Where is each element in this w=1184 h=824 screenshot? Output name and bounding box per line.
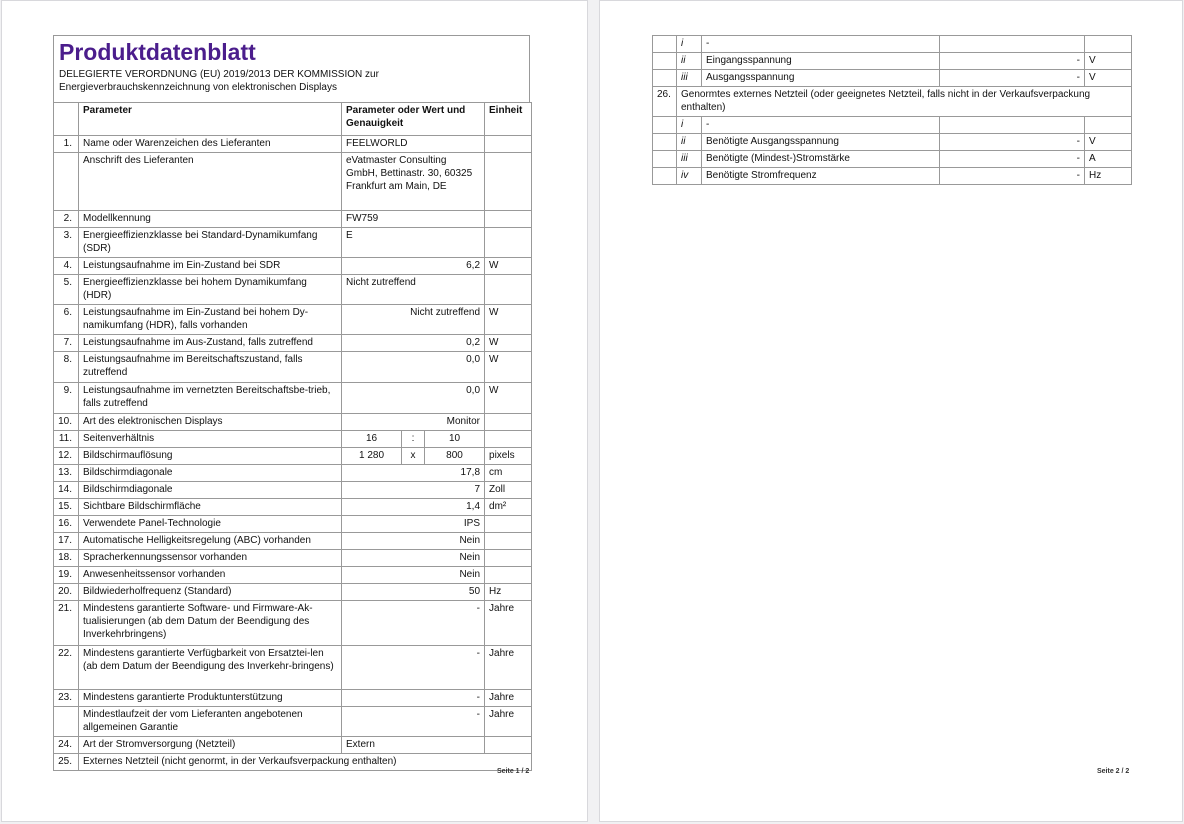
row-unit [485, 275, 532, 305]
row-value: - [940, 151, 1085, 168]
table-row [54, 258, 532, 275]
table-row [54, 499, 532, 516]
datasheet-header [53, 35, 530, 102]
row-number [653, 134, 677, 151]
row-unit: Hz [485, 584, 532, 601]
row-value: 0,0 [342, 383, 485, 414]
row-value: - [342, 707, 485, 737]
table-row [54, 275, 532, 305]
row-number: 14. [54, 482, 79, 499]
row-number [54, 153, 79, 211]
row-unit: A [1085, 151, 1132, 168]
row-value: 0,0 [342, 352, 485, 383]
row-value: E [342, 228, 485, 258]
row-unit [485, 431, 532, 448]
row-value: IPS [342, 516, 485, 533]
row-parameter: Seitenverhältnis [79, 431, 342, 448]
row-value: - [342, 601, 485, 646]
row-subindex: iv [677, 168, 702, 185]
row-number: 15. [54, 499, 79, 516]
row-parameter: Name oder Warenzeichen des Lieferanten [79, 136, 342, 153]
row-parameter: Anwesenheitssensor vorhanden [79, 567, 342, 584]
row-number: 10. [54, 414, 79, 431]
row-value: 0,2 [342, 335, 485, 352]
row-value: Nicht zutreffend [342, 305, 485, 335]
table-row [54, 211, 532, 228]
row-unit: W [485, 258, 532, 275]
row-value [940, 117, 1085, 134]
table-row [54, 646, 532, 690]
row-parameter: Art der Stromversorgung (Netzteil) [79, 737, 342, 754]
page-footer-1: Seite 1 / 2 [497, 768, 530, 775]
page-footer-2: Seite 2 / 2 [1097, 768, 1130, 775]
row-unit: Zoll [485, 482, 532, 499]
row-unit: cm [485, 465, 532, 482]
row-value: 50 [342, 584, 485, 601]
row-parameter: Art des elektronischen Displays [79, 414, 342, 431]
row-parameter: Bildschirmdiagonale [79, 482, 342, 499]
row-parameter: Mindestens garantierte Produktunterstützung [79, 690, 342, 707]
row-number: 4. [54, 258, 79, 275]
row-value: 7 [342, 482, 485, 499]
table-row [54, 754, 532, 771]
table-row [54, 228, 532, 258]
row-value: 17,8 [342, 465, 485, 482]
row-unit [485, 737, 532, 754]
row-parameter: Externes Netzteil (nicht genormt, in der Verkaufsverpackung enthalten) [79, 754, 532, 771]
row-subindex: ii [677, 134, 702, 151]
regulation-subtitle: DELEGIERTE VERORDNUNG (EU) 2019/2013 DER KOMMISSION zur Energieverbrauchskennzeichnung von elektronischen Displays [59, 69, 379, 93]
table-row [54, 352, 532, 383]
row-parameter: Leistungsaufnahme im Ein-Zustand bei hohem Dy-namikumfang (HDR), falls vorhanden [79, 305, 342, 335]
table-row [54, 136, 532, 153]
row-parameter: Verwendete Panel-Technologie [79, 516, 342, 533]
row-unit [485, 567, 532, 584]
row-unit: Jahre [485, 707, 532, 737]
table-row [54, 431, 532, 448]
table-row [653, 168, 1132, 185]
row-value-separator: : [402, 431, 425, 448]
row-parameter: Benötigte Stromfrequenz [702, 168, 940, 185]
row-number: 9. [54, 383, 79, 414]
row-unit: W [485, 335, 532, 352]
table-row [54, 533, 532, 550]
row-value-first: 16 [342, 431, 402, 448]
row-value: - [940, 168, 1085, 185]
row-number [54, 707, 79, 737]
row-value: Extern [342, 737, 485, 754]
header-parameter: Parameter [79, 103, 342, 136]
row-parameter: Anschrift des Lieferanten [79, 153, 342, 211]
row-value: eVatmaster Consulting GmbH, Bettinastr. 30, 60325 Frankfurt am Main, DE [342, 153, 485, 211]
row-subindex: ii [677, 53, 702, 70]
row-number: 2. [54, 211, 79, 228]
row-parameter: Mindestens garantierte Verfügbarkeit von Ersatztei-len (ab dem Datum der Beendigung des Inverkehr-bringens) [79, 646, 342, 690]
row-unit: W [485, 305, 532, 335]
table-row [54, 584, 532, 601]
table-row [54, 707, 532, 737]
table-row [54, 305, 532, 335]
row-parameter: Benötigte (Mindest-)Stromstärke [702, 151, 940, 168]
row-value-separator: x [402, 448, 425, 465]
row-number: 6. [54, 305, 79, 335]
row-unit: W [485, 383, 532, 414]
table-row [54, 448, 532, 465]
row-number [653, 70, 677, 87]
row-unit [485, 211, 532, 228]
row-number [653, 117, 677, 134]
power-supply-table [652, 35, 1132, 185]
row-value: Nein [342, 567, 485, 584]
row-number: 25. [54, 754, 79, 771]
row-number: 26. [653, 87, 677, 117]
row-number: 22. [54, 646, 79, 690]
row-unit: V [1085, 70, 1132, 87]
header-value: Parameter oder Wert und Genauigkeit [342, 103, 485, 136]
row-parameter: Energieeffizienzklasse bei Standard-Dynamikumfang (SDR) [79, 228, 342, 258]
row-parameter: Ausgangsspannung [702, 70, 940, 87]
row-parameter: Eingangsspannung [702, 53, 940, 70]
page-title: Produktdatenblatt [59, 39, 256, 65]
header-unit: Einheit [485, 103, 532, 136]
row-number: 23. [54, 690, 79, 707]
table-row [54, 465, 532, 482]
row-value-second: 800 [425, 448, 485, 465]
row-number [653, 36, 677, 53]
row-parameter: Energieeffizienzklasse bei hohem Dynamikumfang (HDR) [79, 275, 342, 305]
row-parameter: Sichtbare Bildschirmfläche [79, 499, 342, 516]
row-number: 24. [54, 737, 79, 754]
row-number: 21. [54, 601, 79, 646]
table-row [653, 70, 1132, 87]
row-unit: Jahre [485, 690, 532, 707]
row-subindex: i [677, 117, 702, 134]
table-row [54, 601, 532, 646]
row-parameter: Mindestlaufzeit der vom Lieferanten angebotenen allgemeinen Garantie [79, 707, 342, 737]
row-parameter: Automatische Helligkeitsregelung (ABC) vorhanden [79, 533, 342, 550]
row-parameter: Leistungsaufnahme im Ein-Zustand bei SDR [79, 258, 342, 275]
row-value: - [342, 646, 485, 690]
row-unit: Jahre [485, 646, 532, 690]
row-number: 8. [54, 352, 79, 383]
row-value: - [342, 690, 485, 707]
row-parameter: Genormtes externes Netzteil (oder geeignetes Netzteil, falls nicht in der Verkaufsverpackung enthalten) [677, 87, 1132, 117]
row-subindex: iii [677, 70, 702, 87]
table-row [54, 153, 532, 211]
row-unit [485, 136, 532, 153]
row-number: 12. [54, 448, 79, 465]
row-unit [485, 533, 532, 550]
row-unit [1085, 117, 1132, 134]
row-unit [485, 414, 532, 431]
table-row [653, 87, 1132, 117]
row-number: 11. [54, 431, 79, 448]
row-unit [1085, 36, 1132, 53]
table-row [54, 383, 532, 414]
row-value: Nicht zutreffend [342, 275, 485, 305]
row-value: - [940, 70, 1085, 87]
row-parameter: Bildschirmdiagonale [79, 465, 342, 482]
table-row [653, 151, 1132, 168]
row-parameter: Leistungsaufnahme im Aus-Zustand, falls zutreffend [79, 335, 342, 352]
row-value: Nein [342, 533, 485, 550]
row-parameter: Bildschirmauflösung [79, 448, 342, 465]
row-value-first: 1 280 [342, 448, 402, 465]
row-number: 7. [54, 335, 79, 352]
row-value-second: 10 [425, 431, 485, 448]
row-subindex: i [677, 36, 702, 53]
row-value: FW759 [342, 211, 485, 228]
row-value: - [940, 53, 1085, 70]
row-value: 6,2 [342, 258, 485, 275]
row-unit: W [485, 352, 532, 383]
row-parameter: Bildwiederholfrequenz (Standard) [79, 584, 342, 601]
table-row [54, 335, 532, 352]
table-row [54, 737, 532, 754]
row-unit: pixels [485, 448, 532, 465]
row-unit: Hz [1085, 168, 1132, 185]
row-unit: dm² [485, 499, 532, 516]
table-row [54, 414, 532, 431]
table-row [653, 117, 1132, 134]
row-number: 17. [54, 533, 79, 550]
row-number: 20. [54, 584, 79, 601]
row-parameter: Leistungsaufnahme im Bereitschaftszustand, falls zutreffend [79, 352, 342, 383]
table-row [653, 53, 1132, 70]
row-value: Nein [342, 550, 485, 567]
row-parameter: - [702, 36, 940, 53]
row-parameter: - [702, 117, 940, 134]
row-parameter: Leistungsaufnahme im vernetzten Bereitschaftsbe-trieb, falls zutreffend [79, 383, 342, 414]
row-number [653, 53, 677, 70]
table-row [54, 482, 532, 499]
product-data-table [53, 102, 532, 771]
row-number: 19. [54, 567, 79, 584]
row-value: 1,4 [342, 499, 485, 516]
row-number [653, 168, 677, 185]
row-value: Monitor [342, 414, 485, 431]
row-number: 13. [54, 465, 79, 482]
row-number: 16. [54, 516, 79, 533]
row-number: 3. [54, 228, 79, 258]
table-row [54, 516, 532, 533]
row-number: 18. [54, 550, 79, 567]
row-value: - [940, 134, 1085, 151]
row-unit: V [1085, 53, 1132, 70]
row-parameter: Benötigte Ausgangsspannung [702, 134, 940, 151]
row-unit: Jahre [485, 601, 532, 646]
table-row [653, 134, 1132, 151]
table-row [54, 690, 532, 707]
row-unit [485, 550, 532, 567]
header-number [54, 103, 79, 136]
table-row [653, 36, 1132, 53]
row-unit [485, 153, 532, 211]
row-parameter: Modellkennung [79, 211, 342, 228]
row-unit [485, 516, 532, 533]
row-unit [485, 228, 532, 258]
row-value [940, 36, 1085, 53]
row-number: 5. [54, 275, 79, 305]
row-parameter: Mindestens garantierte Software- und Firmware-Ak-tualisierungen (ab dem Datum der Beendigung des Inverkehrbringens) [79, 601, 342, 646]
table-row [54, 550, 532, 567]
row-parameter: Spracherkennungssensor vorhanden [79, 550, 342, 567]
row-number: 1. [54, 136, 79, 153]
row-number [653, 151, 677, 168]
row-value: FEELWORLD [342, 136, 485, 153]
row-subindex: iii [677, 151, 702, 168]
table-row [54, 567, 532, 584]
row-unit: V [1085, 134, 1132, 151]
